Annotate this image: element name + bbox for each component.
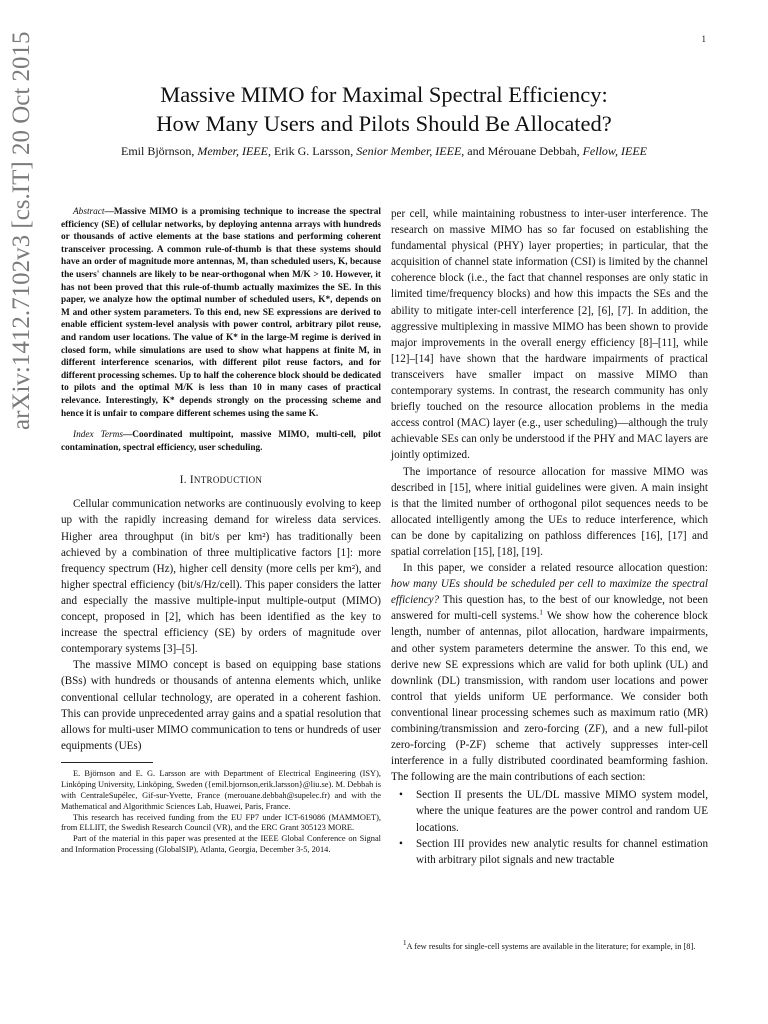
bullet-dot-icon: • — [399, 837, 403, 850]
affiliation-footnote: E. Björnson and E. G. Larsson are with Department of Electrical Engineering (ISY), Linköping University, Linköping, Sweden ({emil.bjornson,erik.larsson}@liu.se). M. Debbah is with CentraleSupélec, Gif-sur-Yvette, France (merouane.debbah@supelec.fr) and with the Mathematical and Algorithmic Sciences Lab, Huawei, Paris, France. — [61, 768, 381, 811]
list-item — [391, 787, 708, 835]
contribution-list — [391, 787, 708, 867]
title-line-2: How Many Users and Pilots Should Be Allocated? — [156, 111, 612, 136]
page-number: 1 — [701, 34, 706, 44]
abstract-lead: Abstract — [73, 207, 105, 217]
arxiv-stamp: arXiv:1412.7102v3 [cs.IT] 20 Oct 2015 — [8, 31, 35, 430]
section-rest: NTRODUCTION — [193, 475, 263, 486]
title-line-1: Massive MIMO for Maximal Spectral Efficiency: — [160, 82, 608, 107]
contribution-intro: We show how the coherence block length, number of antennas, pilot allocation, hardware impairments, and other system parameters determine the answer. To this end, we derive new SE expressions which are valid for both uplink (UL) and downlink (DL) transmission, with random user locations and power control that yields uniform UE performance. We consider both conventional linear processing schemes such as maximum ratio (MR) combining/transmission and zero-forcing (ZF), and a new full-pilot zero-forcing (P-ZF) scheme that actively suppresses inter-cell interference in a fully distributed coordinated beamforming fashion. The following are the main contributions of each section: — [391, 610, 708, 784]
funding-footnote: This research has received funding from the EU FP7 under ICT-619086 (MAMMOET), from ELLIIT, the Swedish Research Council (VR), and the ERC Grant 305123 MORE. — [61, 812, 381, 833]
body-paragraph-resource-allocation: The importance of resource allocation for massive MIMO was described in [15], where initial guidelines were given. A main insight is that the limited number of orthogonal pilot sequences needs to be allocated intelligently among the UEs to reduce interference, which can be done by capitalizing on pathloss differences [16], [17] and spatial correlation [15], [18], [19]. — [391, 465, 708, 558]
right-column — [391, 206, 708, 868]
author-list — [30, 144, 738, 159]
bullet-text: Section III provides new analytic results for channel estimation with arbitrary pilot signals and new tractable — [416, 837, 708, 866]
paper-title — [40, 80, 728, 138]
footnote-mark[interactable]: 1 — [539, 608, 543, 617]
author-2: , Erik G. Larsson, — [267, 144, 354, 158]
index-terms-body: —Coordinated multipoint, massive MIMO, multi-cell, pilot contamination, spectral efficiency, user scheduling. — [61, 430, 381, 453]
section-numeral: I. — [179, 474, 190, 487]
author-1-role: Member, IEEE — [197, 144, 268, 158]
intro-paragraph-2: The massive MIMO concept is based on equipping base stations (BSs) with hundreds or thousands of antenna elements which, unlike conventional cellular technology, are operated in a coherent fashion. This can provide unprecedented array gains and a spatial resolution that allows for multi-user MIMO communication to tens or hundreds of user equipments (UEs) — [61, 659, 381, 752]
footnote-rule — [61, 762, 153, 763]
right-footnote-block — [391, 939, 708, 953]
author-2-role: Senior Member, IEEE — [356, 144, 462, 158]
index-terms — [61, 429, 381, 454]
body-paragraph-continued: per cell, while maintaining robustness to inter-user interference. The research on massive MIMO has so far focused on establishing the fundamental physical (PHY) layer properties; in particular, that the acquisition of channel state information (CSI) is limited by the channel coherence block (i.e., the fact that channel responses are only static in limited time/frequency blocks) and how this impacts the SEs and the ability to mitigate inter-cell interference [2], [6], [7]. In addition, the aggressive multiplexing in massive MIMO has been shown to provide major improvements in the overall energy efficiency [8]–[11], while [12]–[14] have shown that the hardware impairments of practical transceivers have smaller impact on massive MIMO than contemporary systems. In contrast, the research community has only briefly touched on the resource allocation problems in the media access control (MAC) layer (e.g., user scheduling)—although the truly achievable SEs can only be understood if the PHY and MAC layers are jointly optimized. — [391, 208, 708, 462]
conference-footnote: Part of the material in this paper was presented at the IEEE Global Conference on Signal and Information Processing (GlobalSIP), Atlanta, Georgia, December 3-5, 2014. — [61, 834, 381, 855]
author-3-role: Fellow, IEEE — [582, 144, 648, 158]
abstract — [61, 206, 381, 420]
abstract-body: —Massive MIMO is a promising technique to increase the spectral efficiency (SE) of cellular networks, by deploying antenna arrays with hundreds or thousands of active elements at the base stations and performing coherent transceiver processing. A common rule-of-thumb is that these systems should have an order of magnitude more antennas, M, than scheduled users, K, because the users' channels are likely to be near-orthogonal when M/K > 10. However, it has not been proved that this rule-of-thumb actually maximizes the SE. In this paper, we analyze how the optimal number of scheduled users, K*, depends on M and other system parameters. To this end, new SE expressions are derived to enable efficient system-level analysis with power control, arbitrary pilot reuse, and random user locations. The value of K* in the large-M regime is derived in closed form, while simulations are used to show what happens at finite M, in different interference scenarios, with different pilot reuse factors, and for different processing schemes. Up to half the coherence block should be dedicated to pilots and the optimal M/K is less than 10 in many cases of practical relevance. Interestingly, K* depends strongly on the processing scheme and hence it is unfair to compare different schemes using the same K. — [61, 207, 381, 419]
bullet-dot-icon: • — [399, 789, 403, 802]
footnote-number: 1 — [403, 939, 407, 948]
intro-paragraph-1: Cellular communication networks are continuously evolving to keep up with the rapidly increasing demand for wireless data services. Higher area throughput (in bit/s per km²) has traditionally been achieved by a combination of three multiplicative factors [1]: more frequency spectrum (Hz), higher cell density (more cells per km²), and higher spectral efficiency (bit/s/Hz/cell). This paper considers the latter and especially the massive multiple-input multiple-output (MIMO) concept, proposed in [2], which has been identified as the key to increase the spectral efficiency (SE) by orders of magnitude over contemporary systems [3]–[5]. — [61, 498, 381, 656]
question-follow: This question has, to the best of our knowledge, not been answered for multi-cell systems. — [391, 594, 708, 623]
bullet-text: Section II presents the UL/DL massive MIMO system model, where the unique features are the power control and random UE locations. — [416, 789, 708, 834]
footnote-text: A few results for single-cell systems are available in the literature; for example, in [8]. — [406, 942, 696, 951]
index-terms-lead: Index Terms — [73, 430, 123, 441]
author-3: , and Mérouane Debbah, — [461, 144, 580, 158]
author-1: Emil Björnson, — [120, 144, 195, 158]
left-column — [61, 206, 381, 856]
research-question: how many UEs should be scheduled per cell to maximize the spectral efficiency? — [391, 578, 708, 607]
body-paragraph-this-paper — [391, 560, 708, 785]
section-first-letter: I — [189, 474, 194, 487]
question-intro: In this paper, we consider a related resource allocation question: — [403, 562, 708, 575]
list-item — [391, 836, 708, 868]
section-heading — [61, 472, 381, 488]
single-cell-footnote — [391, 939, 708, 953]
